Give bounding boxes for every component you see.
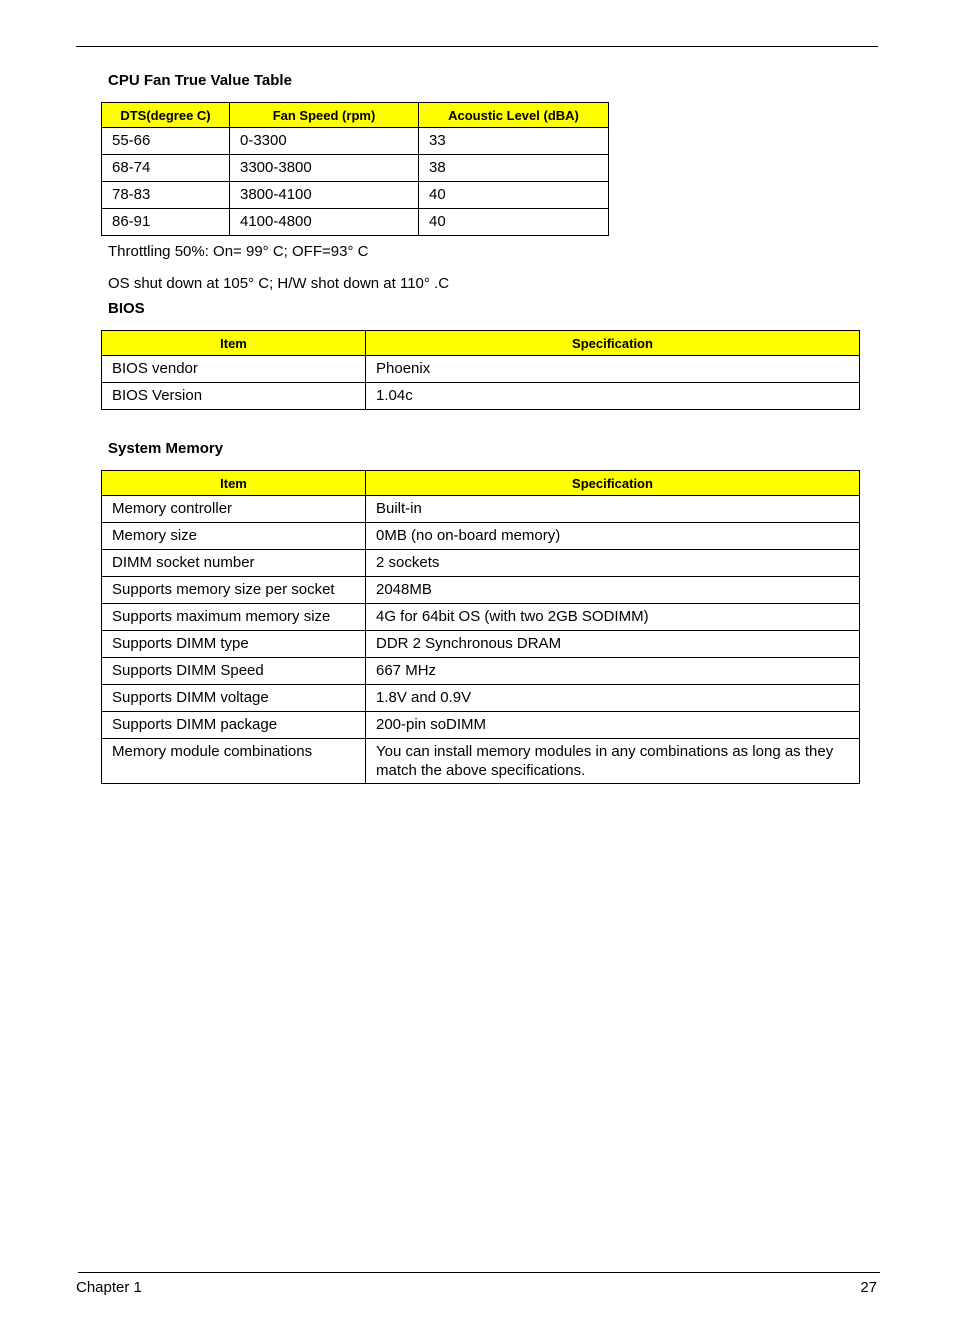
- header-rule: [76, 46, 878, 47]
- table-row: [102, 604, 860, 631]
- table-cell: 40: [419, 209, 609, 236]
- table-row: [102, 658, 860, 685]
- table-cell: 0MB (no on-board memory): [366, 523, 860, 550]
- table-cell: Supports maximum memory size: [102, 604, 366, 631]
- column-header: Specification: [366, 471, 860, 496]
- table-cell: 3800-4100: [230, 182, 419, 209]
- column-header: Fan Speed (rpm): [230, 103, 419, 128]
- table-row: [102, 496, 860, 523]
- table-cell: BIOS Version: [102, 383, 366, 410]
- table-row: [102, 182, 609, 209]
- table-row: [102, 356, 860, 383]
- table-cell: 0-3300: [230, 128, 419, 155]
- memory-table: [101, 470, 860, 784]
- footer-page-number: 27: [860, 1279, 877, 1296]
- table-cell: Supports memory size per socket: [102, 577, 366, 604]
- shutdown-note: OS shut down at 105° C; H/W shot down at 110° .C: [108, 275, 450, 292]
- table-cell: 55-66: [102, 128, 230, 155]
- column-header: Specification: [366, 331, 860, 356]
- table-cell: Memory module combinations: [102, 739, 366, 784]
- table-cell: 40: [419, 182, 609, 209]
- column-header: Item: [102, 471, 366, 496]
- table-cell: 78-83: [102, 182, 230, 209]
- bios-table: [101, 330, 860, 410]
- footer-rule: [78, 1272, 880, 1273]
- table-cell: Supports DIMM voltage: [102, 685, 366, 712]
- table-cell: Supports DIMM package: [102, 712, 366, 739]
- throttling-note: Throttling 50%: On= 99° C; OFF=93° C: [108, 243, 369, 260]
- footer-chapter: Chapter 1: [76, 1279, 142, 1296]
- table-cell: Memory controller: [102, 496, 366, 523]
- cpu-fan-table: [101, 102, 609, 236]
- table-row: [102, 739, 860, 784]
- table-cell: 2048MB: [366, 577, 860, 604]
- table-cell: 200-pin soDIMM: [366, 712, 860, 739]
- column-header: Item: [102, 331, 366, 356]
- table-row: [102, 155, 609, 182]
- table-row: [102, 685, 860, 712]
- table-cell: Built-in: [366, 496, 860, 523]
- table-row: [102, 383, 860, 410]
- table-cell: DDR 2 Synchronous DRAM: [366, 631, 860, 658]
- table-row: [102, 712, 860, 739]
- table-cell: 3300-3800: [230, 155, 419, 182]
- table-row: [102, 577, 860, 604]
- table-cell: 1.04c: [366, 383, 860, 410]
- table-cell: 667 MHz: [366, 658, 860, 685]
- table-cell: 38: [419, 155, 609, 182]
- table-cell: You can install memory modules in any combinations as long as they match the above specifications.: [366, 739, 860, 784]
- table-row: [102, 128, 609, 155]
- table-cell: Supports DIMM Speed: [102, 658, 366, 685]
- table-cell: DIMM socket number: [102, 550, 366, 577]
- bios-heading: BIOS: [108, 300, 145, 317]
- table-row: [102, 550, 860, 577]
- table-row: [102, 631, 860, 658]
- column-header: Acoustic Level (dBA): [419, 103, 609, 128]
- table-row: [102, 209, 609, 236]
- table-cell: Memory size: [102, 523, 366, 550]
- table-cell: Phoenix: [366, 356, 860, 383]
- table-cell: 86-91: [102, 209, 230, 236]
- table-cell: 68-74: [102, 155, 230, 182]
- table-cell: 4G for 64bit OS (with two 2GB SODIMM): [366, 604, 860, 631]
- table-cell: 4100-4800: [230, 209, 419, 236]
- table-row: [102, 523, 860, 550]
- table-cell: BIOS vendor: [102, 356, 366, 383]
- table-cell: 1.8V and 0.9V: [366, 685, 860, 712]
- cpu-fan-heading: CPU Fan True Value Table: [108, 72, 292, 89]
- table-header-row: [102, 471, 860, 496]
- table-header-row: [102, 103, 609, 128]
- memory-heading: System Memory: [108, 440, 224, 457]
- table-cell: 33: [419, 128, 609, 155]
- table-cell: 2 sockets: [366, 550, 860, 577]
- table-cell: Supports DIMM type: [102, 631, 366, 658]
- table-header-row: [102, 331, 860, 356]
- column-header: DTS(degree C): [102, 103, 230, 128]
